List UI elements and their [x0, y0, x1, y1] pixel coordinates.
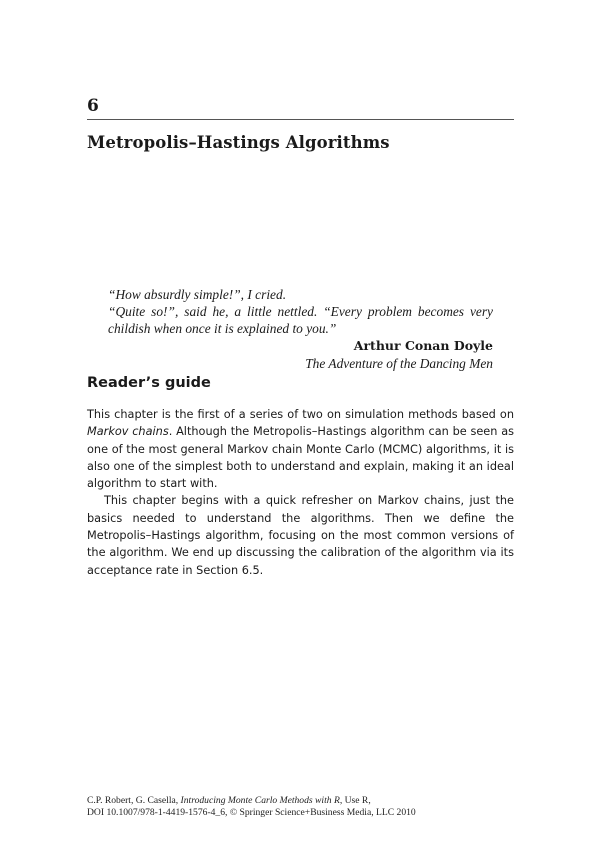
readers-guide-paragraph-1 — [87, 406, 514, 492]
footer-authors: C.P. Robert, G. Casella, — [87, 795, 181, 806]
readers-guide-paragraph-2: This chapter begins with a quick refresher on Markov chains, just the basics needed to understand the algorithms. Then we define the Metropolis–Hastings algorithm, focusing on the most common versions of the algorithm. We end up discussing the calibration of the algorithm via its acceptance rate in Section 6.5. — [87, 494, 514, 577]
chapter-rule — [87, 119, 514, 120]
epigraph-work: The Adventure of the Dancing Men — [305, 356, 493, 371]
para1-text-start: This chapter is the first of a series of two on simulation methods based on — [87, 408, 514, 421]
epigraph-line-1: “How absurdly simple!”, I cried. — [108, 287, 287, 302]
para1-emphasis: Markov chains — [87, 425, 169, 439]
page-footer — [87, 795, 527, 819]
chapter-number: 6 — [87, 96, 99, 116]
footer-series: , Use R, — [339, 795, 371, 806]
footer-line-2: DOI 10.1007/978-1-4419-1576-4_6, © Springer Science+Business Media, LLC 2010 — [87, 807, 416, 818]
epigraph — [108, 286, 493, 372]
readers-guide-body — [87, 406, 514, 579]
readers-guide-heading: Reader’s guide — [87, 375, 211, 391]
epigraph-author: Arthur Conan Doyle — [353, 338, 493, 353]
footer-line-1 — [87, 795, 527, 807]
epigraph-line-2: “Quite so!”, said he, a little nettled. “Every problem becomes very childish when once it is explained to you.” — [108, 304, 493, 336]
para1-text-end: . Although the Metropolis–Hastings algorithm can be seen as one of the most general Markov chain Monte Carlo (MCMC) algorithms, it is also one of the simplest both to understand and explain, making it an ideal algorithm to start with. — [87, 425, 514, 491]
chapter-title: Metropolis–Hastings Algorithms — [87, 133, 390, 152]
footer-book-title: Introducing Monte Carlo Methods with R — [180, 795, 340, 806]
